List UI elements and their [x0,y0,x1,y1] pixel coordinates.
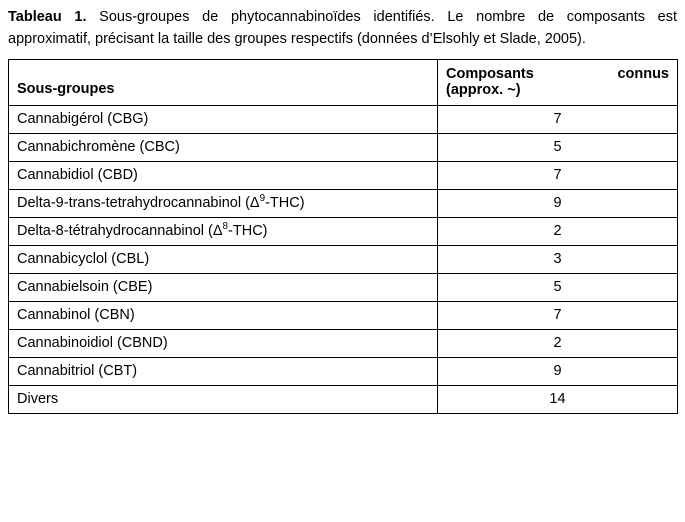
row-name [9,105,438,133]
row-name-superscript: 9 [259,193,266,205]
row-name-text-suffix: -THC) [265,194,305,211]
phytocannabinoid-subgroups-table [8,59,678,414]
table-row [9,357,678,385]
row-name-superscript: 8 [222,221,229,233]
table-row [9,273,678,301]
table-row [9,385,678,413]
row-count: 7 [438,301,678,329]
row-name-text-suffix: -THC) [228,222,268,239]
header-known-components-line1 [446,66,669,82]
row-name [9,357,438,385]
table-row [9,105,678,133]
row-name [9,245,438,273]
header-word-connus: connus [617,65,669,82]
row-name-text: Divers [17,390,59,407]
row-name-text: Cannabinoidiol (CBND) [17,334,168,351]
caption-label: Tableau 1. [8,9,87,25]
row-name-text: Cannabitriol (CBT) [17,362,138,379]
header-known-components [438,59,678,105]
row-name [9,161,438,189]
table-header-row [9,59,678,105]
header-word-composants: Composants [446,65,534,82]
row-name-text: Cannabinol (CBN) [17,306,135,323]
row-count: 7 [438,105,678,133]
row-name [9,385,438,413]
row-name [9,273,438,301]
row-count: 7 [438,161,678,189]
row-count: 14 [438,385,678,413]
table-row [9,133,678,161]
row-count: 2 [438,217,678,245]
table-row [9,329,678,357]
row-name [9,329,438,357]
table-row [9,189,678,217]
row-count: 5 [438,273,678,301]
caption-text: Sous-groupes de phytocannabinoïdes identifiés. Le nombre de composants est approximatif, précisant la taille des groupes respectifs (données d’Elsohly et Slade, 2005). [8,9,677,48]
row-name-text: Delta-8-tétrahydrocannabinol (Δ [17,222,223,239]
table-caption [8,6,677,51]
row-name-text: Cannabielsoin (CBE) [17,278,153,295]
row-name [9,301,438,329]
row-name-text: Cannabigérol (CBG) [17,110,149,127]
row-name-text: Cannabicyclol (CBL) [17,250,150,267]
row-count: 9 [438,357,678,385]
row-name-text: Cannabidiol (CBD) [17,166,138,183]
row-name [9,189,438,217]
row-count: 3 [438,245,678,273]
table-row [9,217,678,245]
table-body [9,59,678,413]
table-row [9,161,678,189]
row-name [9,217,438,245]
row-name [9,133,438,161]
table-row [9,245,678,273]
row-name-text: Delta-9-trans-tetrahydrocannabinol (Δ [17,194,260,211]
row-name-text: Cannabichromène (CBC) [17,138,180,155]
table-row [9,301,678,329]
header-known-components-line2: (approx. ~) [446,81,521,98]
header-subgroups: Sous-groupes [9,59,438,105]
row-count: 2 [438,329,678,357]
row-count: 9 [438,189,678,217]
row-count: 5 [438,133,678,161]
